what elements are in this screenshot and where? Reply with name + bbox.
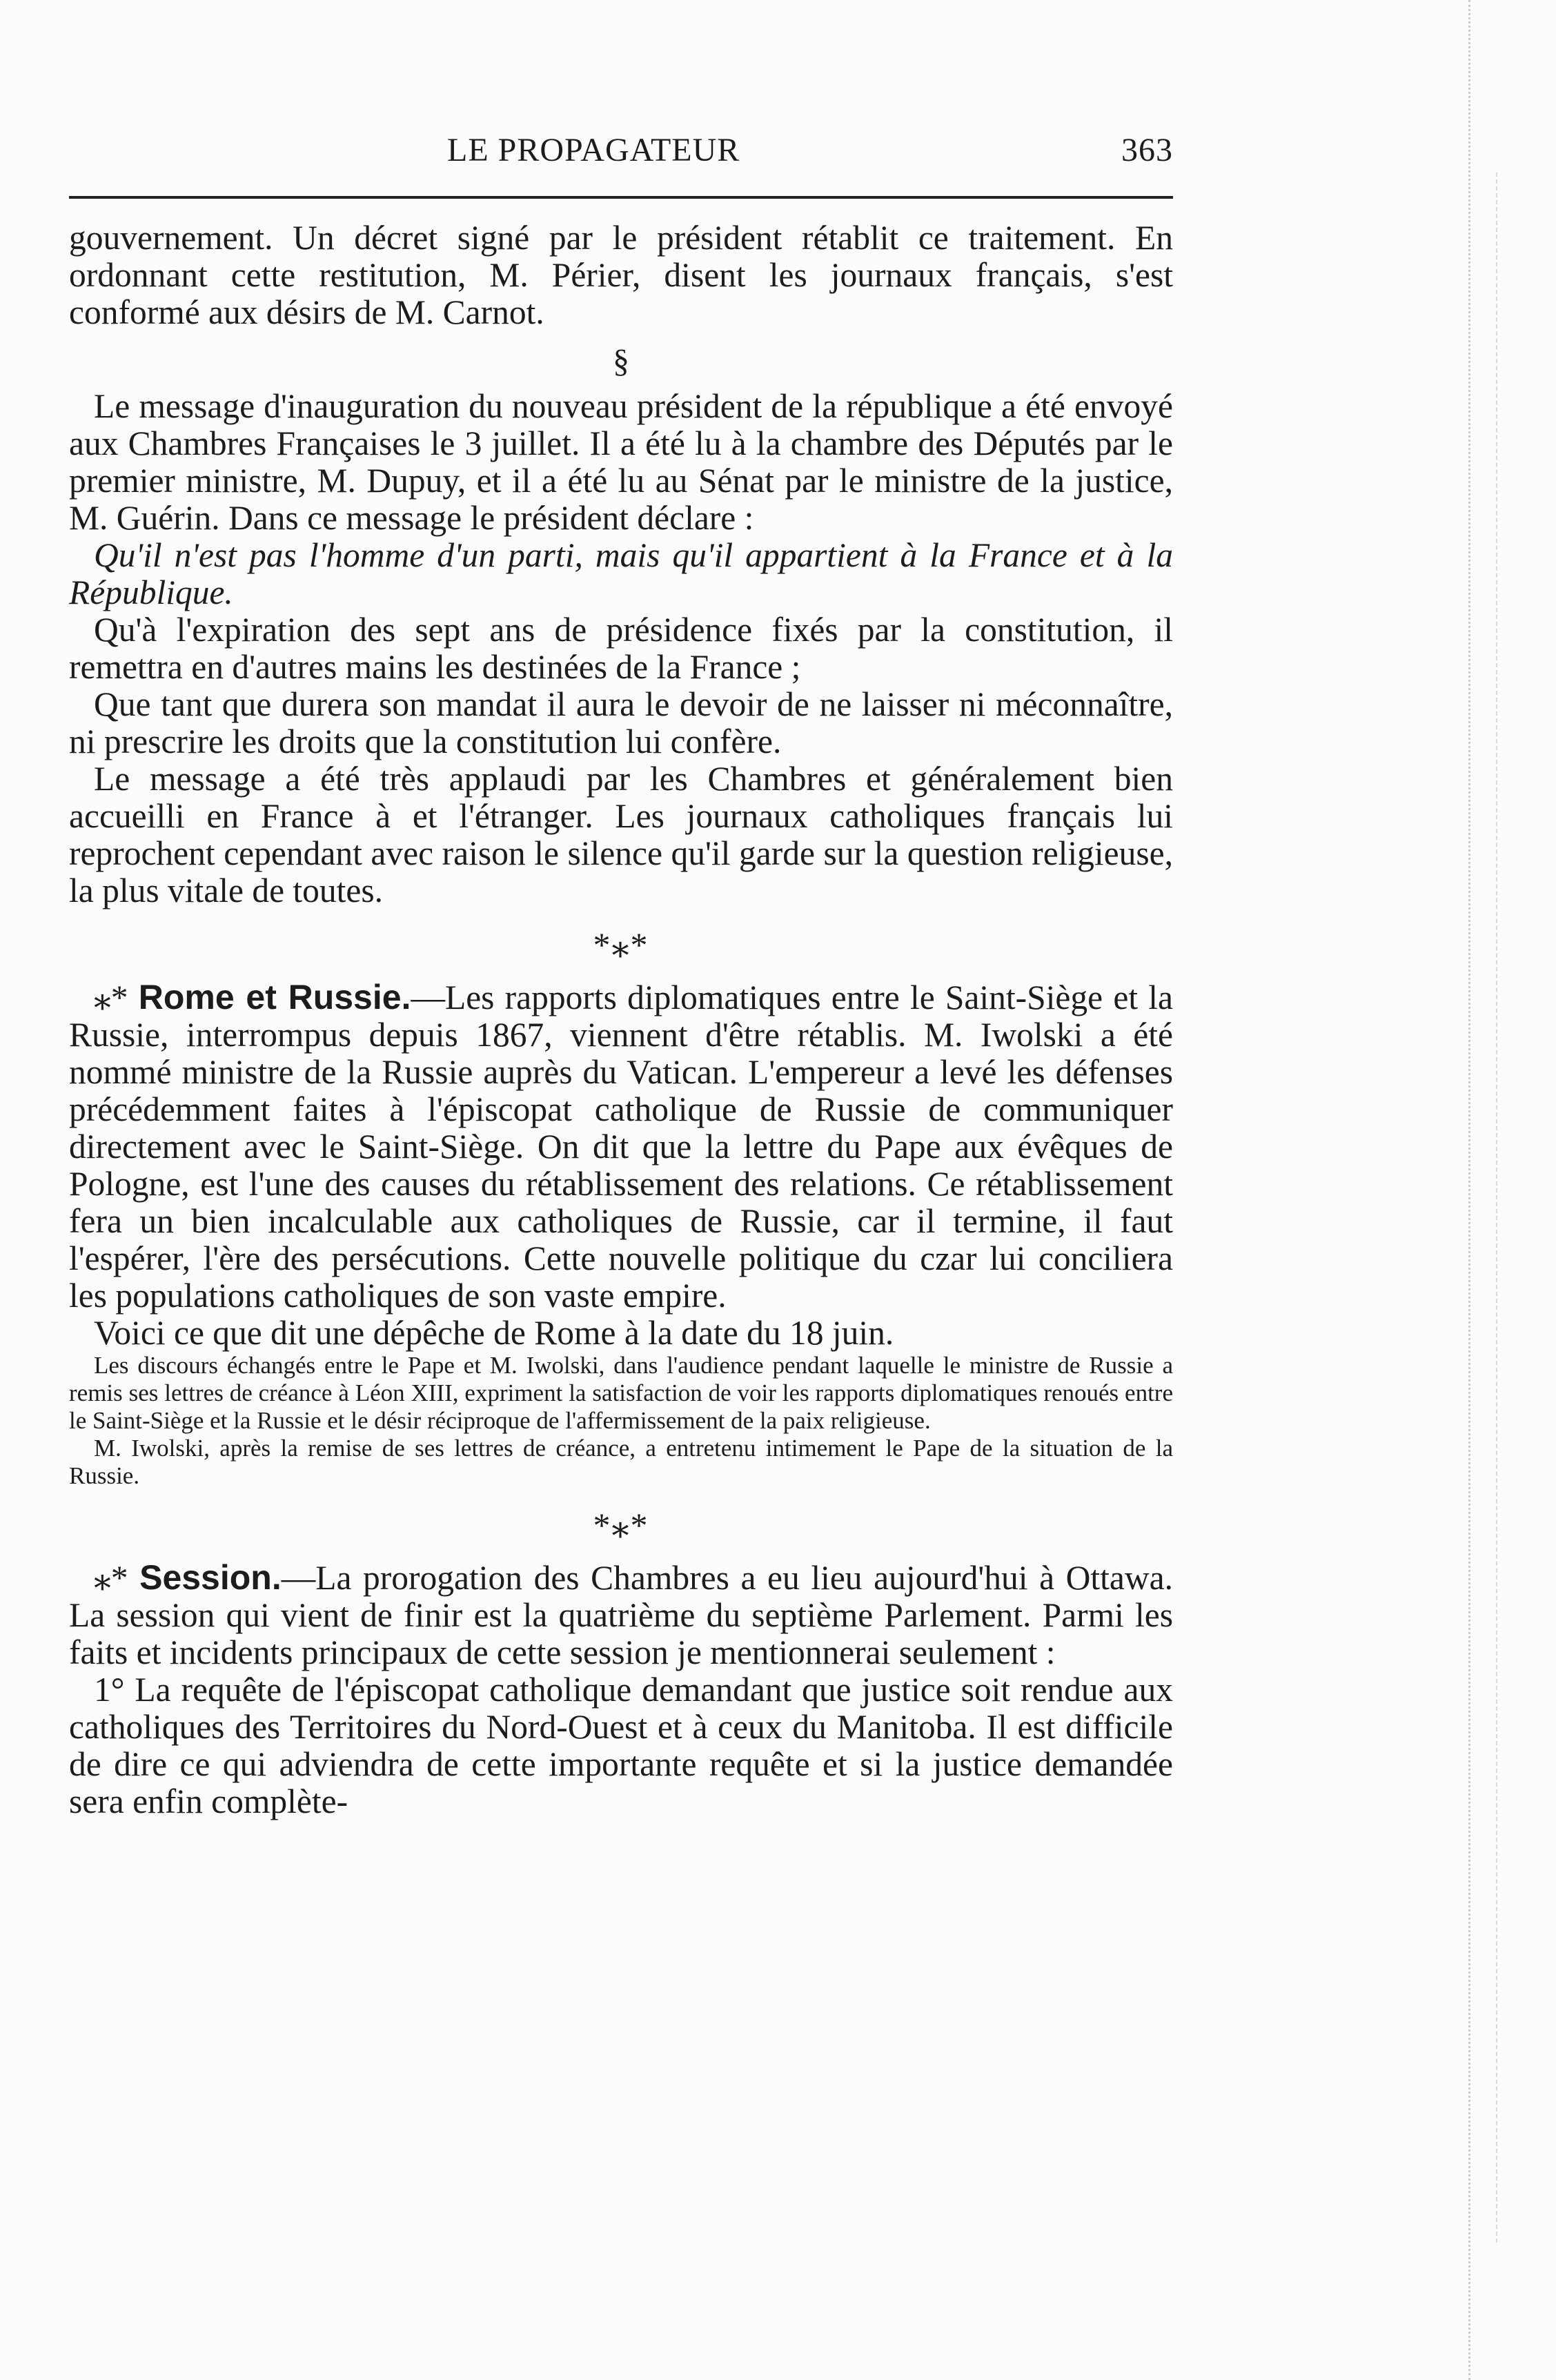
paragraph: Le message d'inauguration du nouveau président de la république a été envoyé aux Chambres Françaises le 3 juillet. Il a été lu à la chambre des Députés par le premier ministre, M. Dupuy, et il a été lu au Sénat par le ministre de la justice, M. Guérin. Dans ce message le président déclare :: [69, 387, 1173, 537]
paragraph: Que tant que durera son mandat il aura le devoir de ne laisser ni méconnaître, ni prescrire les droits que la constitution lui confère.: [69, 685, 1173, 760]
paragraph: Le message a été très applaudi par les Chambres et généralement bien accueilli en France à et l'étranger. Les journaux catholiques français lui reprochent cependant avec raison le silence qu'il garde sur la question religieuse, la plus vitale de toutes.: [69, 760, 1173, 909]
quoted-dispatch: M. Iwolski, après la remise de ses lettres de créance, a entretenu intimement le Pape de la situation de la Russie.: [69, 1435, 1173, 1489]
scan-edge-inner: [1496, 173, 1499, 2243]
paragraph: Qu'il n'est pas l'homme d'un parti, mais qu'il appartient à la France et à la République.: [69, 536, 1173, 611]
news-item-session: [69, 1559, 1173, 1671]
article-body: [69, 219, 1173, 1820]
page-number: 363: [1121, 132, 1173, 168]
item-heading: Session.: [139, 1558, 282, 1597]
item-heading: Rome et Russie.: [138, 978, 411, 1016]
item-mark: ⁎*: [94, 1559, 128, 1597]
section-mark: §: [613, 343, 629, 380]
item-mark: ⁎*: [94, 978, 128, 1016]
paragraph: Qu'à l'expiration des sept ans de présidence fixés par la constitution, il remettra en d'autres mains les destinées de la France ;: [69, 611, 1173, 686]
asterism-separator: *⁎*: [593, 925, 649, 964]
news-item-rome-russie: [69, 978, 1173, 1315]
asterism-separator: *⁎*: [593, 1506, 649, 1544]
paragraph: gouvernement. Un décret signé par le président rétablit ce traitement. En ordonnant cette restitution, M. Périer, disent les journaux français, s'est conformé aux désirs de M. Carnot.: [69, 219, 1173, 331]
item-text: —Les rapports diplomatiques entre le Saint-Siège et la Russie, interrompus depuis 1867, viennent d'être rétablis. M. Iwolski a été nommé ministre de la Russie auprès du Vatican. L'empereur a levé les défenses précédemment faites à l'épiscopat catholique de Russie de communiquer directement avec le Saint-Siège. On dit que la lettre du Pape aux évêques de Pologne, est l'une des causes du rétablissement des relations. Ce rétablissement fera un bien incalculable aux catholiques de Russie, car il termine, il faut l'espérer, l'ère des persécutions. Cette nouvelle politique du czar lui conciliera les populations catholiques de son vaste empire.: [69, 978, 1174, 1315]
scan-edge: [1468, 0, 1519, 2380]
running-title: LE PROPAGATEUR: [447, 132, 740, 168]
quoted-dispatch: Les discours échangés entre le Pape et M. Iwolski, dans l'audience pendant laquelle le ministre de Russie a remis ses lettres de créance à Léon XIII, expriment la satisfaction de voir les rapports diplomatiques renoués entre le Saint-Siège et la Russie et le désir réciproque de l'affermissement de la paix religieuse.: [69, 1352, 1173, 1434]
paragraph: 1° La requête de l'épiscopat catholique demandant que justice soit rendue aux catholiques des Territoires du Nord-Ouest et à ceux du Manitoba. Il est difficile de dire ce qui adviendra de cette importante requête et si la justice demandée sera enfin complète-: [69, 1671, 1173, 1820]
page: [69, 131, 1173, 1820]
running-header: [69, 131, 1173, 199]
paragraph: Voici ce que dit une dépêche de Rome à la date du 18 juin.: [94, 1314, 894, 1352]
item-text: —La prorogation des Chambres a eu lieu aujourd'hui à Ottawa. La session qui vient de finir est la quatrième du septième Parlement. Parmi les faits et incidents principaux de cette session je mentionnerai seulement :: [69, 1559, 1173, 1671]
